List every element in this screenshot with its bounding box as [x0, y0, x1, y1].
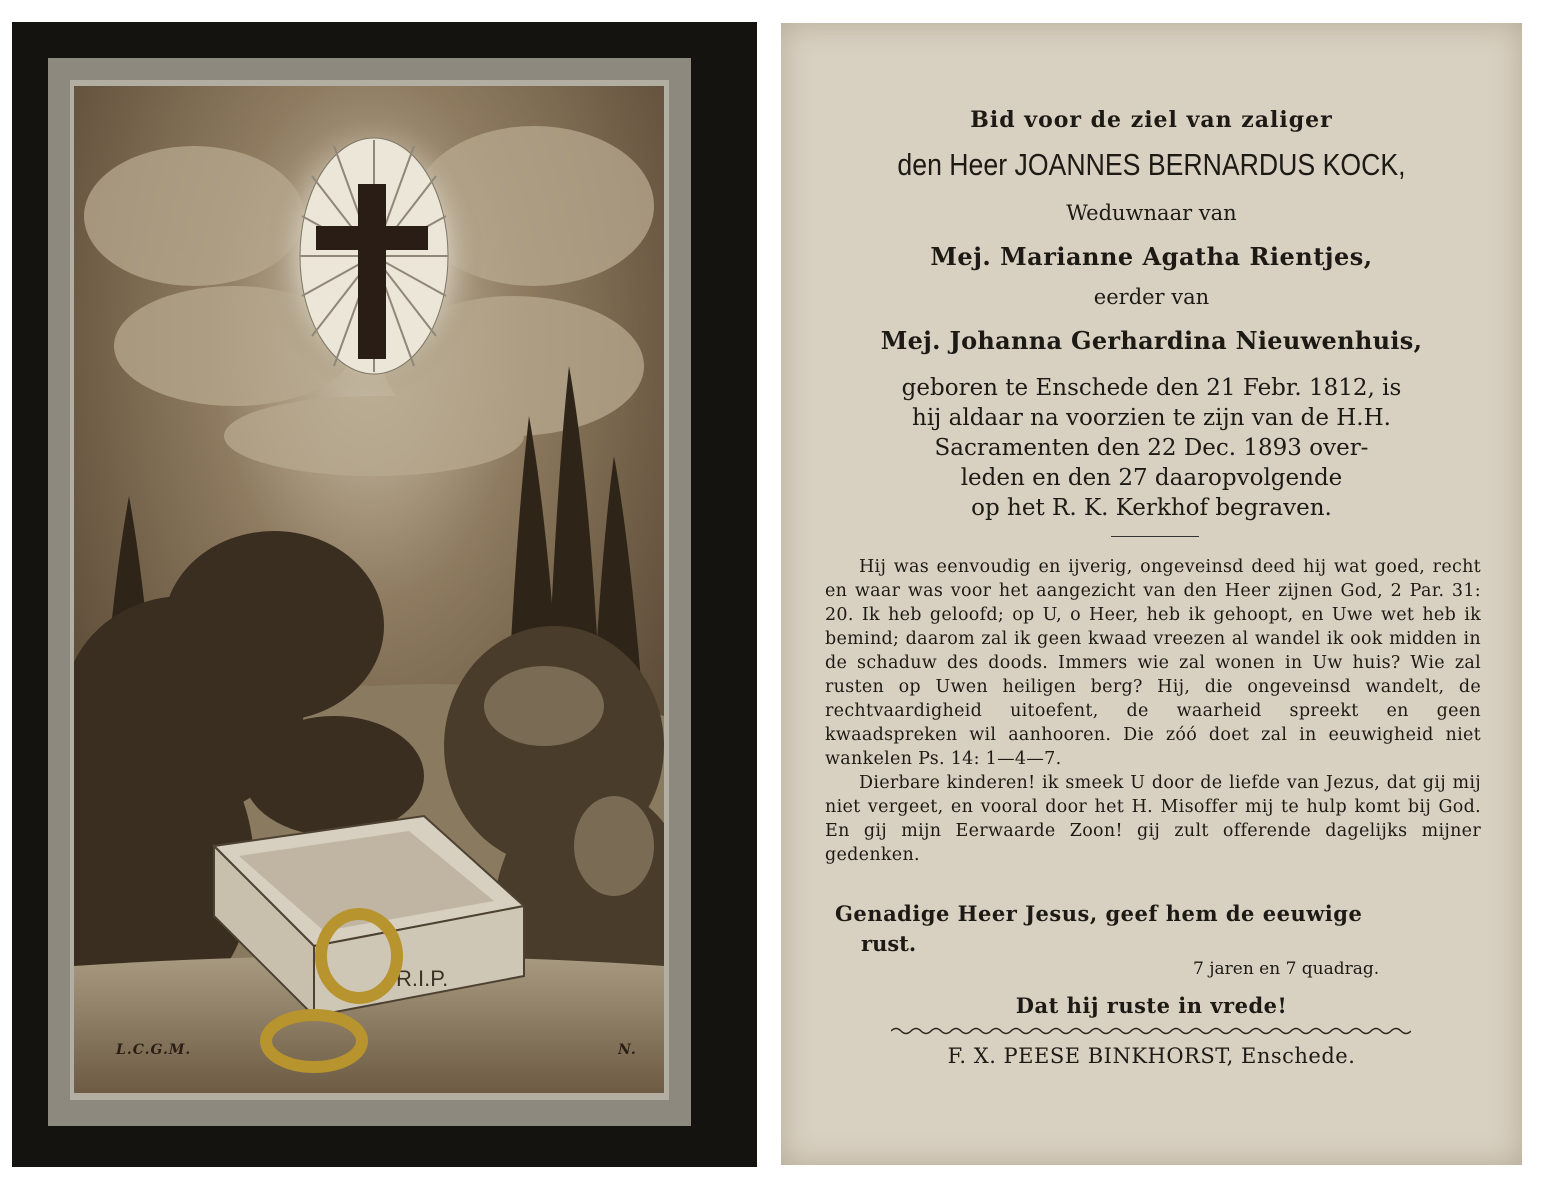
indulgence-note: 7 jaren en 7 quadrag.	[1193, 959, 1380, 979]
bio-line: hij aldaar na voorzien te zijn van de H.H.	[912, 405, 1391, 431]
engraver-initials-right: N.	[618, 1042, 637, 1058]
back-memorial-card	[781, 23, 1522, 1165]
prayer-line-2: rust.	[861, 931, 917, 956]
second-wife-name: Mej. Johanna Gerhardina Nieuwenhuis,	[880, 326, 1423, 355]
epitaph-text	[825, 555, 1481, 867]
deceased-name: den Heer JOANNES BERNARDUS KOCK,	[897, 147, 1406, 182]
prayer-line-1: Genadige Heer Jesus, geef hem de eeuwige	[835, 901, 1363, 926]
front-memorial-card	[12, 22, 757, 1167]
grave-inscription: R.I.P.	[396, 966, 449, 991]
first-wife-name: Mej. Marianne Agatha Rientjes,	[930, 242, 1373, 271]
earlier-of-label: eerder van	[1093, 285, 1210, 309]
wavy-divider	[891, 1026, 1411, 1036]
bio-line: geboren te Enschede den 21 Febr. 1812, is	[901, 375, 1402, 401]
bio-line: op het R. K. Kerkhof begraven.	[971, 495, 1332, 521]
epitaph-paragraph-2: Dierbare kinderen! ik smeek U door de liefde van Jezus, dat gij mij niet vergeet, en vooral door het H. Misoffer mij te hulp komt bij God. En gij mijn Eerwaarde Zoon! gij zult offerende dagelijks mijner gedenken.	[825, 773, 1481, 865]
devotional-illustration	[74, 86, 664, 1093]
divider-line	[1111, 536, 1199, 537]
printer-credit: F. X. PEESE BINKHORST, Enschede.	[947, 1044, 1356, 1068]
closing-prayer: Dat hij ruste in vrede!	[1015, 993, 1288, 1018]
bio-line: leden en den 27 daaropvolgende	[960, 465, 1343, 491]
invocation-line: Bid voor de ziel van zaliger	[970, 107, 1333, 133]
epitaph-paragraph-1: Hij was eenvoudig en ijverig, ongeveinsd deed hij wat goed, recht en waar was voor het aangezicht van den Heer zijnen God, 2 Par. 31: 20. Ik heb geloofd; op U, o Heer, heb ik gehoopt, en Uwe wet heb ik bemind; daarom zal ik geen kwaad vreezen al wandel ik ook midden in de schaduw des doods. Immers wie zal wonen in Uw huis? Wie zal rusten op Uwen heiligen berg? Hij, die ongeveinsd wandelt, de rechtvaardigheid uitoefent, de waarheid spreekt en geen kwaadspreken wil aanhooren. Die zóó doet zal in eeuwigheid niet wankelen Ps. 14: 1—4—7.	[825, 557, 1481, 769]
engraver-initials-left: L.C.G.M.	[116, 1042, 192, 1058]
widower-of-label: Weduwnaar van	[1066, 201, 1237, 225]
bio-line: Sacramenten den 22 Dec. 1893 over-	[934, 435, 1369, 461]
